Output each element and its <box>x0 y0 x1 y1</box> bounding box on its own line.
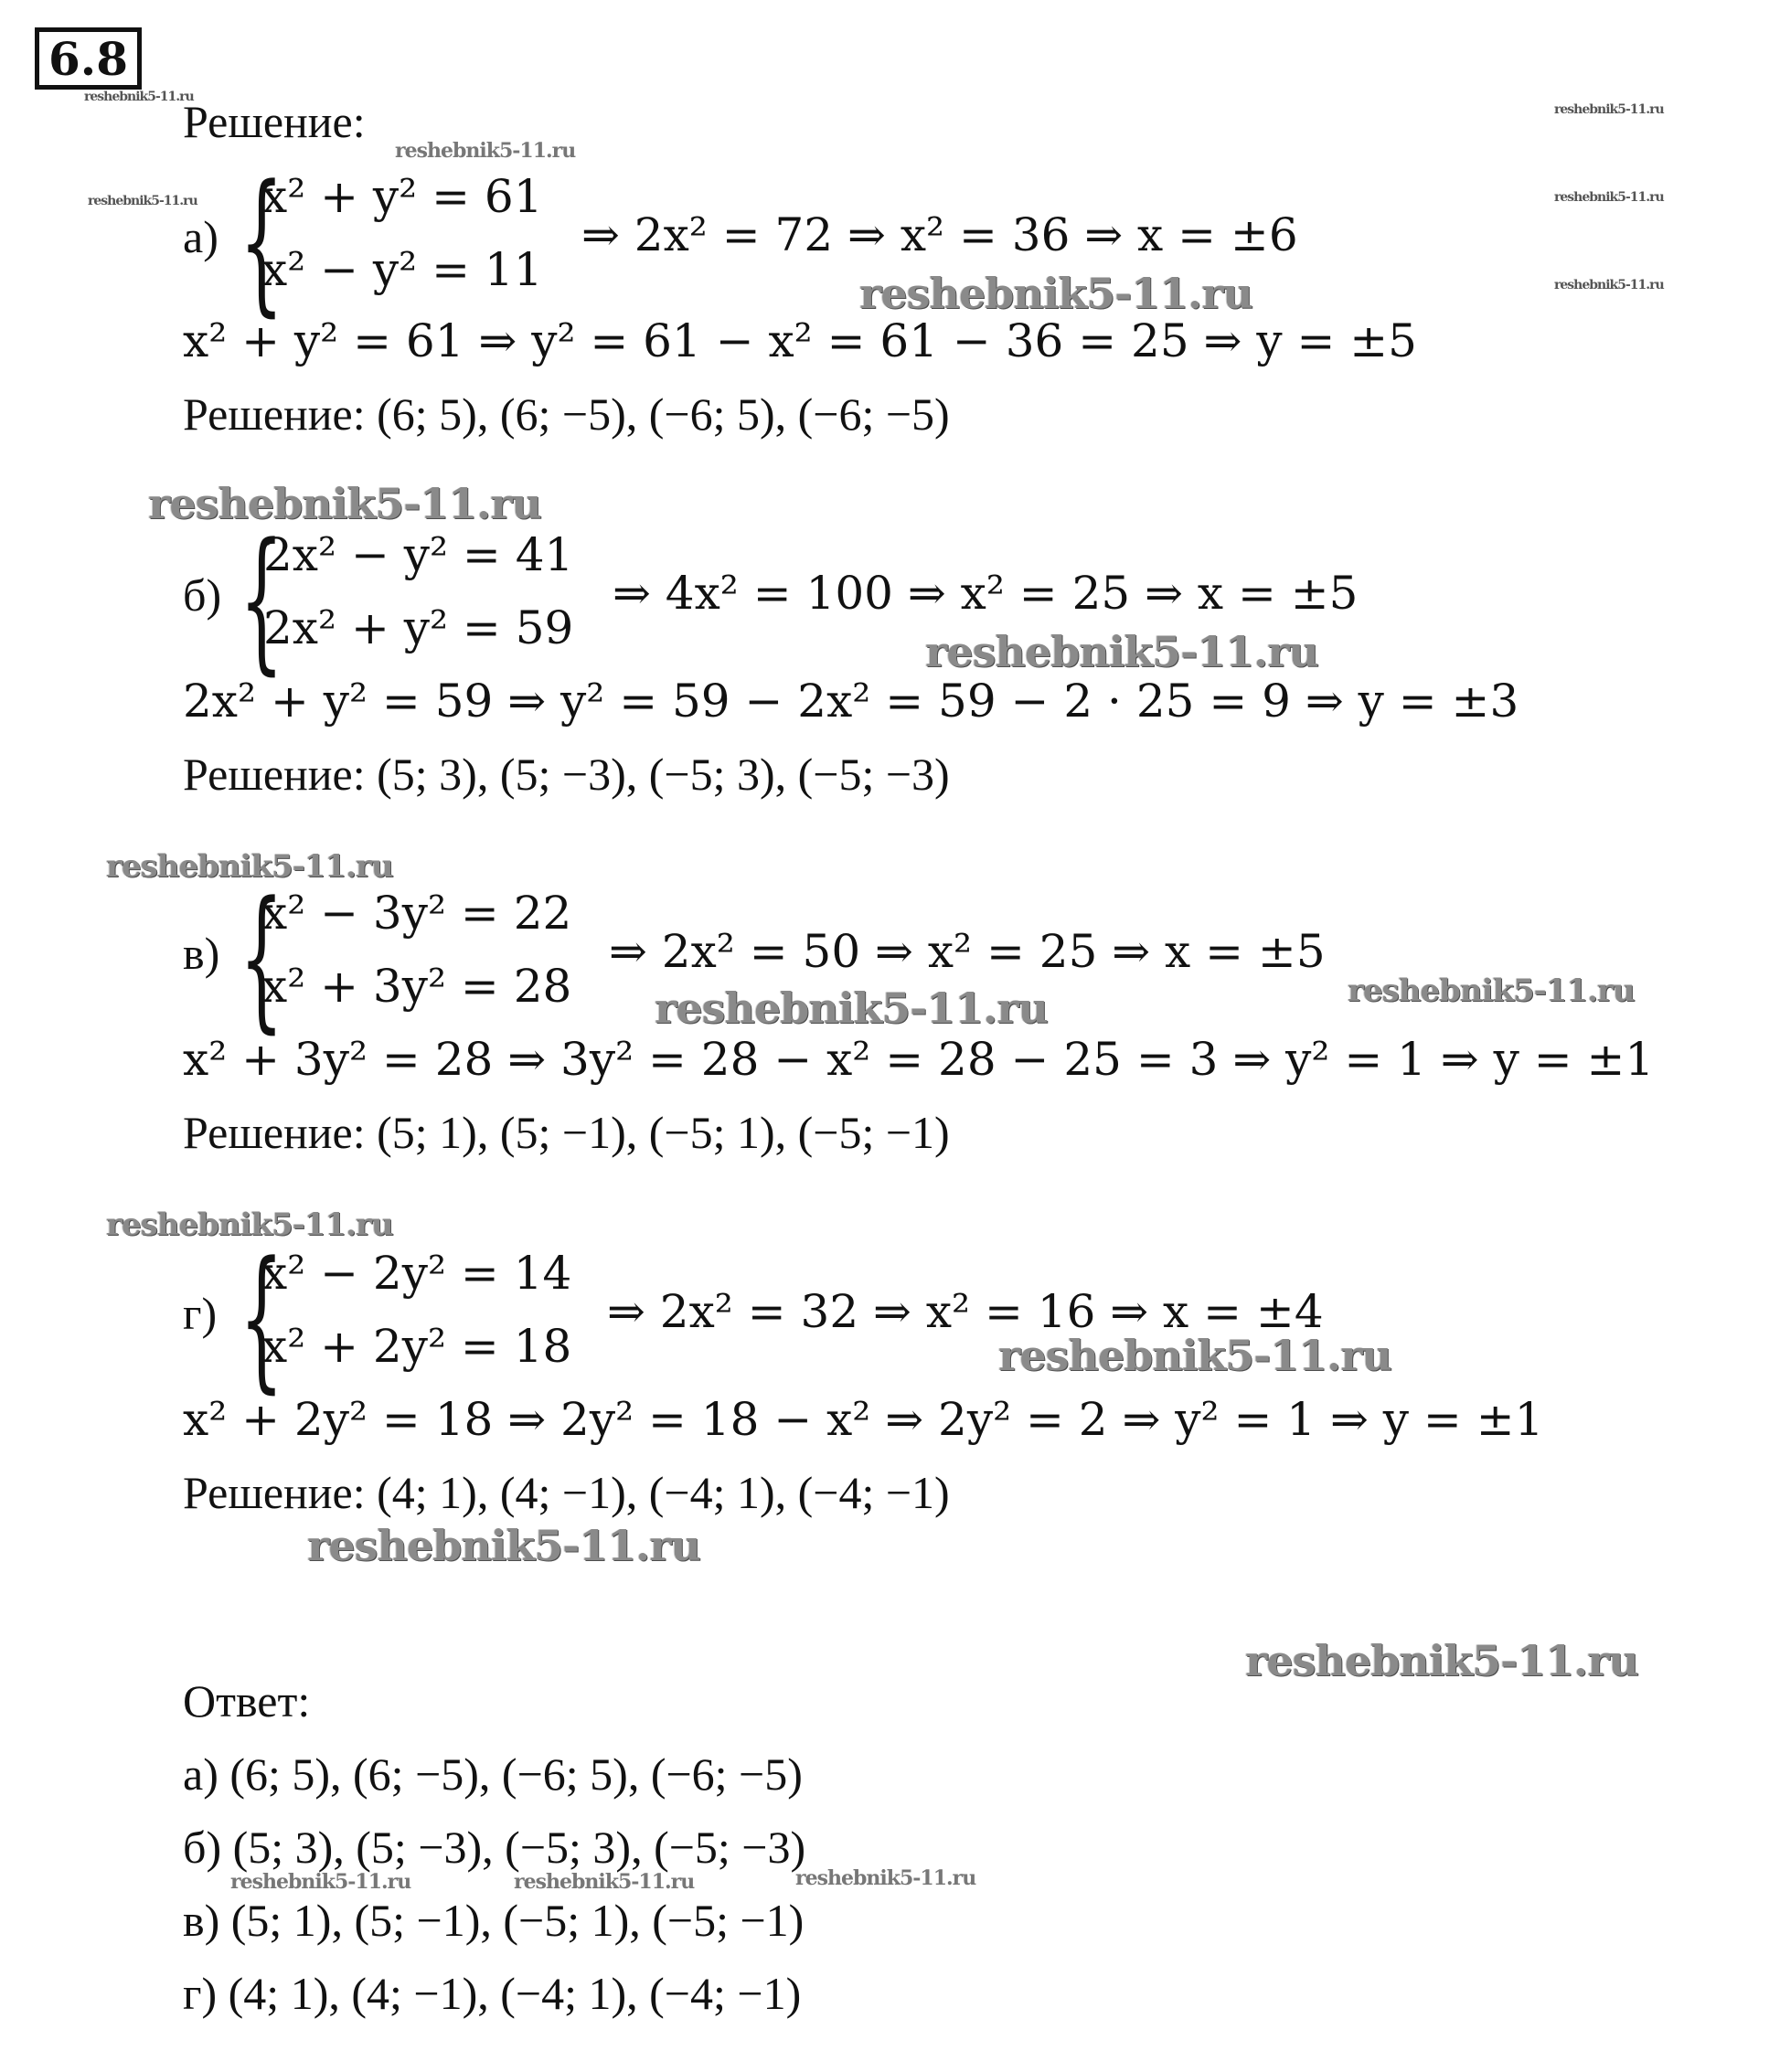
watermark: reshebnik5-11.ru <box>1245 1636 1638 1685</box>
watermark: reshebnik5-11.ru <box>307 1521 700 1570</box>
brace-icon: { <box>240 510 284 689</box>
brace-icon: { <box>240 868 284 1047</box>
part-v-eq2: x² + 3y² = 28 <box>261 960 572 1013</box>
part-g-eq2: x² + 2y² = 18 <box>261 1320 572 1373</box>
watermark: reshebnik5-11.ru <box>1554 278 1664 292</box>
part-v-solution: Решение: (5; 1), (5; −1), (−5; 1), (−5; −1) <box>183 1107 950 1158</box>
watermark: reshebnik5-11.ru <box>655 983 1048 1033</box>
part-b-solution: Решение: (5; 3), (5; −3), (−5; 3), (−5; −3) <box>183 749 950 800</box>
part-a-solution: Решение: (6; 5), (6; −5), (−6; 5), (−6; −5) <box>183 388 950 440</box>
part-g-derivation: x² + 2y² = 18 ⇒ 2y² = 18 − x² ⇒ 2y² = 2 ⇒ y² = 1 ⇒ y = ±1 <box>183 1393 1544 1446</box>
brace-icon: { <box>240 152 284 331</box>
part-g-prefix: г) <box>183 1288 218 1339</box>
watermark: reshebnik5-11.ru <box>795 1866 976 1890</box>
part-b-result: ⇒ 4x² = 100 ⇒ x² = 25 ⇒ x = ±5 <box>613 567 1359 620</box>
watermark: reshebnik5-11.ru <box>395 139 576 163</box>
part-v-derivation: x² + 3y² = 28 ⇒ 3y² = 28 − x² = 28 − 25 = 3 ⇒ y² = 1 ⇒ y = ±1 <box>183 1033 1655 1086</box>
solution-heading: Решение: <box>183 96 366 147</box>
answer-b: б) (5; 3), (5; −3), (−5; 3), (−5; −3) <box>183 1822 806 1873</box>
watermark: reshebnik5-11.ru <box>230 1870 411 1894</box>
part-v-result: ⇒ 2x² = 50 ⇒ x² = 25 ⇒ x = ±5 <box>609 925 1326 978</box>
watermark: reshebnik5-11.ru <box>925 627 1318 676</box>
part-a-prefix: а) <box>183 211 218 262</box>
watermark: reshebnik5-11.ru <box>106 848 393 885</box>
answer-v: в) (5; 1), (5; −1), (−5; 1), (−5; −1) <box>183 1895 805 1946</box>
watermark: reshebnik5-11.ru <box>998 1331 1391 1380</box>
part-a-eq2: x² − y² = 11 <box>261 243 543 296</box>
task-number: 6.8 <box>35 27 142 90</box>
watermark: reshebnik5-11.ru <box>84 90 194 104</box>
watermark: reshebnik5-11.ru <box>514 1870 695 1894</box>
answer-g: г) (4; 1), (4; −1), (−4; 1), (−4; −1) <box>183 1968 802 2019</box>
part-g-eq1: x² − 2y² = 14 <box>261 1247 572 1300</box>
part-a-derivation: x² + y² = 61 ⇒ y² = 61 − x² = 61 − 36 = 25 ⇒ y = ±5 <box>183 314 1417 367</box>
part-g-result: ⇒ 2x² = 32 ⇒ x² = 16 ⇒ x = ±4 <box>607 1285 1324 1338</box>
answer-heading: Ответ: <box>183 1675 311 1727</box>
part-v-eq1: x² − 3y² = 22 <box>261 887 572 940</box>
watermark: reshebnik5-11.ru <box>1554 102 1664 117</box>
part-a-result: ⇒ 2x² = 72 ⇒ x² = 36 ⇒ x = ±6 <box>581 208 1298 261</box>
watermark: reshebnik5-11.ru <box>106 1206 393 1243</box>
part-v-prefix: в) <box>183 928 220 979</box>
part-b-eq1: 2x² − y² = 41 <box>263 528 574 581</box>
watermark: reshebnik5-11.ru <box>88 194 197 208</box>
watermark: reshebnik5-11.ru <box>1554 190 1664 205</box>
watermark: reshebnik5-11.ru <box>859 269 1252 318</box>
part-b-eq2: 2x² + y² = 59 <box>263 601 574 654</box>
watermark: reshebnik5-11.ru <box>148 479 541 528</box>
answer-a: а) (6; 5), (6; −5), (−6; 5), (−6; −5) <box>183 1748 803 1800</box>
brace-icon: { <box>240 1228 284 1408</box>
part-g-solution: Решение: (4; 1), (4; −1), (−4; 1), (−4; −1) <box>183 1467 950 1518</box>
part-b-derivation: 2x² + y² = 59 ⇒ y² = 59 − 2x² = 59 − 2 · 25 = 9 ⇒ y = ±3 <box>183 675 1519 728</box>
part-b-prefix: б) <box>183 569 222 621</box>
part-a-eq1: x² + y² = 61 <box>261 170 543 223</box>
watermark: reshebnik5-11.ru <box>1348 972 1635 1009</box>
